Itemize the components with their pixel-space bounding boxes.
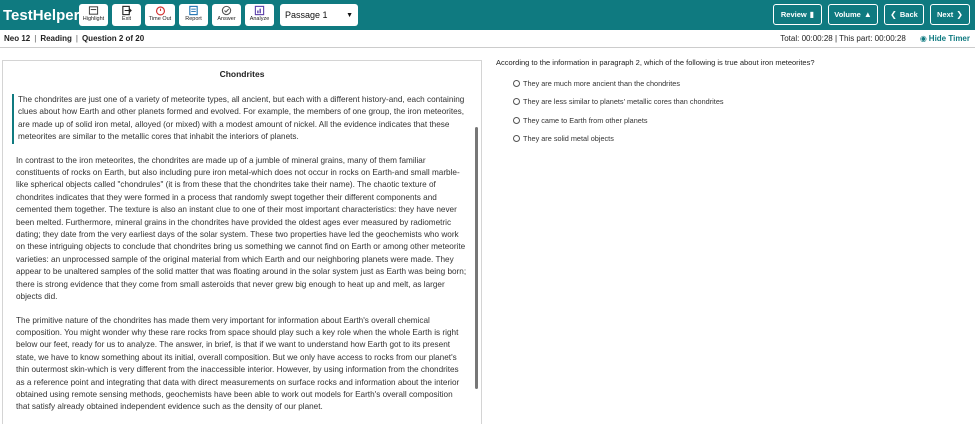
- answer-label: Answer: [217, 16, 236, 22]
- timer-text: Total: 00:00:28 | This part: 00:00:28: [780, 34, 906, 43]
- top-bar: [0, 0, 975, 30]
- report-icon: [188, 5, 199, 16]
- next-button[interactable]: [930, 4, 970, 25]
- test-name: Neo 12: [4, 34, 31, 43]
- answer-choice-d[interactable]: [513, 134, 724, 143]
- speaker-icon: ▲: [863, 10, 872, 19]
- hide-timer-button[interactable]: [920, 34, 970, 43]
- report-label: Report: [185, 16, 202, 22]
- chevron-left-icon: ❮: [890, 10, 897, 19]
- answer-choice-b[interactable]: [513, 97, 724, 106]
- highlight-label: Highlight: [82, 16, 105, 22]
- check-circle-icon: [221, 5, 232, 16]
- passage-paragraph-1: The chondrites are just one of a variety of meteorite types, all ancient, but each with a different history-and, each containing clues about how Earth and other planets formed and evolved. For example, the members of one group, the iron meteorites, are made up of solid iron metal, alloyed (or mixed) with a modest amount of nickel. All the evidence indicates that these meteorites are similar to the metallic cores that inhabit the interiors of planets.: [12, 94, 468, 144]
- back-label: Back: [899, 10, 918, 19]
- timeout-label: Time Out: [148, 16, 172, 22]
- bookmark-icon: ▮: [809, 10, 815, 19]
- section-name: Reading: [40, 34, 72, 43]
- test-breadcrumb: Neo 12 | Reading | Question 2 of 20: [4, 34, 145, 43]
- highlighter-icon: [88, 5, 99, 16]
- eye-icon: ◉: [919, 34, 927, 43]
- sub-header: [0, 30, 975, 48]
- answer-choice-text: They came to Earth from other planets: [523, 115, 648, 125]
- report-button[interactable]: [179, 4, 208, 26]
- analyze-icon: [254, 5, 265, 16]
- radio-button[interactable]: [513, 98, 520, 105]
- radio-button[interactable]: [513, 80, 520, 87]
- passage-paragraph-3: The primitive nature of the chondrites has made them very important for information about Earth's overall chemical composition. You might wonder why these rare rocks from space should play such a key role when the whole Earth is right below our feet, ready for us to analyze. The answer, in brief, is that if we want to understand how Earth got to its present state, we have to know something about its initial, overall composition. But we only have access to rocks from our planet's thin outermost skin-which is very different from the inaccessible interior. However, by using information from the chondrites as a reference point and integrating that data with direct measurements on surface rocks and information about the interior obtained using remote sensing methods, geochemists have been able to work out models for Earth's overall composition that satisfy already obtained independent evidence such as the density of our planet.: [16, 315, 460, 412]
- answer-choices: [513, 79, 724, 153]
- passage-title: Chondrites: [219, 69, 265, 79]
- hide-timer-label: Hide Timer: [928, 34, 970, 43]
- question-progress: Question 2 of 20: [81, 34, 145, 43]
- exit-icon: [121, 5, 132, 16]
- radio-button[interactable]: [513, 117, 520, 124]
- passage-panel: [2, 60, 482, 424]
- radio-button[interactable]: [513, 135, 520, 142]
- volume-button[interactable]: [828, 4, 878, 25]
- volume-label: Volume: [834, 10, 861, 19]
- answer-choice-c[interactable]: [513, 116, 724, 125]
- review-button[interactable]: [773, 4, 822, 25]
- chevron-down-icon: ▼: [346, 11, 353, 19]
- brand-logo: TestHelper: [3, 6, 80, 24]
- exit-button[interactable]: [112, 4, 141, 26]
- question-prompt: According to the information in paragraph 2, which of the following is true about iron meteorites?: [496, 58, 815, 67]
- exit-label: Exit: [121, 16, 132, 22]
- answer-choice-text: They are less similar to planets' metallic cores than chondrites: [523, 97, 724, 107]
- analyze-label: Analyze: [249, 16, 270, 22]
- passage-paragraph-2: In contrast to the iron meteorites, the chondrites are made up of a jumble of mineral grains, many of them familiar constituents of rocks on Earth, but also including pure iron metal-which does not occur in rocks on Earth-and small marble-like spherical objects called "chondrules" (it is from these that the chondrites take their name). The chaotic texture of chondrites indicates that they were formed in a process that randomly swept together their different components and cemented them together. The texture is also an instant clue to one of their most important characteristics: they have never been melted. Furthermore, mineral grains in the chondrites have provided the oldest ages ever measured by radiometric dating; they date from the very earliest days of the solar system. These two properties have led the geochemists who work on these intriguing objects to conclude that chondrites bring us something we cannot find on Earth or among other meteorite varieties: an unprocessed sample of the original material from which Earth and our neighboring planets were made. They appear to be unaltered samples of the solid matter that was floating around in the solar system just as Earth was being born; there is strong evidence that they come from small asteroids that never grew big enough to heat up and melt, as larger objects did.: [16, 155, 467, 302]
- chevron-right-icon: ❯: [956, 10, 963, 19]
- passage-select[interactable]: [280, 4, 358, 26]
- timer-icon: [155, 5, 166, 16]
- answer-choice-text: They are solid metal objects: [523, 134, 614, 144]
- answer-choice-text: They are much more ancient than the chondrites: [523, 79, 680, 88]
- answer-choice-a[interactable]: [513, 79, 724, 88]
- next-label: Next: [937, 10, 954, 19]
- passage-scrollbar[interactable]: [475, 127, 478, 389]
- answer-button[interactable]: [212, 4, 241, 26]
- back-button[interactable]: [884, 4, 924, 25]
- passage-select-value: Passage 1: [285, 10, 328, 20]
- highlight-button[interactable]: [79, 4, 108, 26]
- timeout-button[interactable]: [145, 4, 175, 26]
- analyze-button[interactable]: [245, 4, 274, 26]
- timer-area: [780, 34, 970, 43]
- review-label: Review: [780, 10, 807, 19]
